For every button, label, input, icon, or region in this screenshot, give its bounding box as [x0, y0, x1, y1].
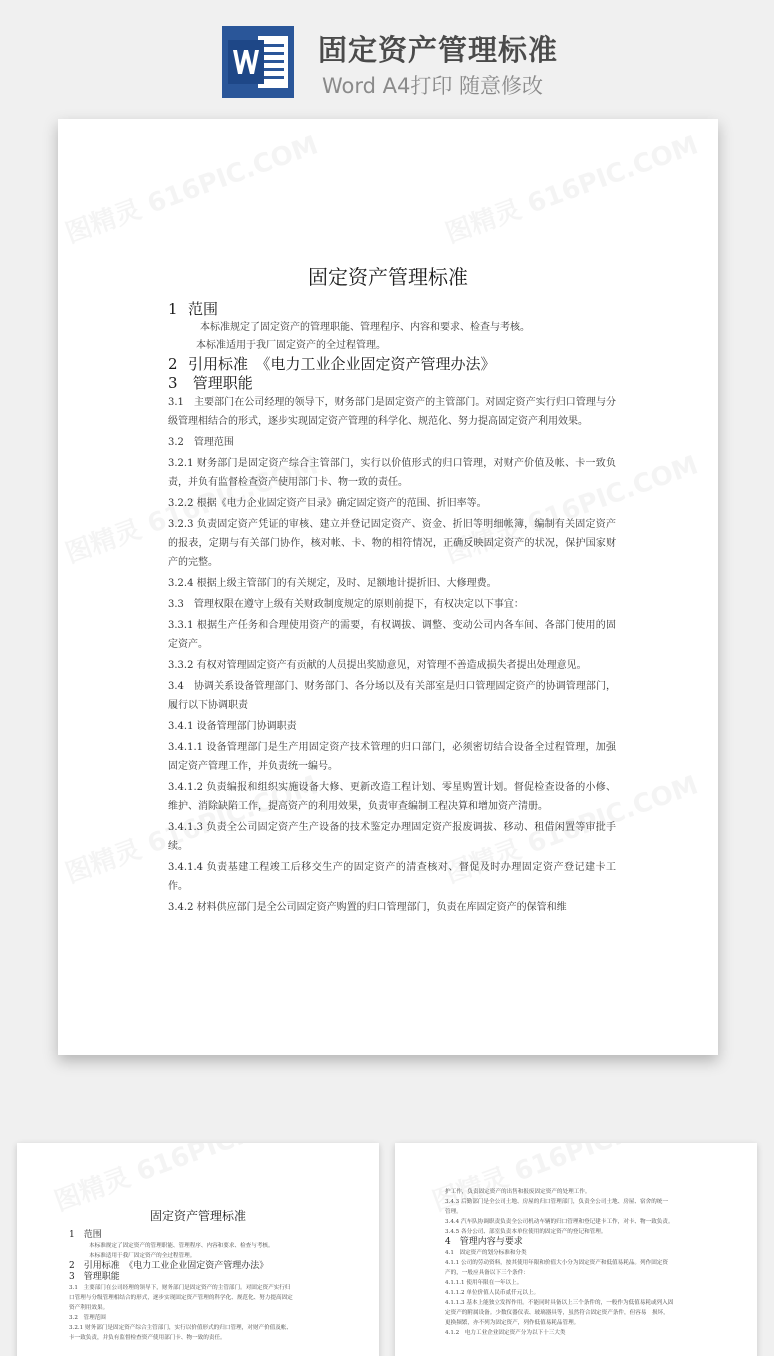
paragraph: 本标准规定了固定资产的管理职能、管理程序、内容和要求、检查与考核。	[89, 1243, 274, 1249]
paragraph: 管理。	[445, 1209, 462, 1215]
watermark	[440, 125, 703, 251]
thumbnail-body	[69, 1230, 351, 1343]
paragraph: 3.4.1.3 负责全公司固定资产生产设备的技术鉴定办理固定资产报废调拔、移动、租借闲置等审批手续。	[168, 822, 616, 852]
section-heading	[168, 300, 616, 319]
paragraph: 4.1.1.3 基本上能独立发挥作用。不能同时具备以上三个条件的，一般作为低值易耗或列入固	[445, 1300, 674, 1306]
paragraph: 4.1 固定资产的划分标准和分类	[445, 1250, 527, 1256]
section-heading: 2 引用标准 《电力工业企业固定资产管理办法》	[69, 1261, 269, 1271]
paragraph: 3.4.5 各分公司、部室负责本单位使用的固定资产的登记和管理。	[445, 1229, 607, 1235]
paragraph: 本标准规定了固定资产的管理职能、管理程序、内容和要求、检查与考核。	[200, 322, 530, 333]
paragraph: 3.2.2 根据《电力企业固定资产目录》确定固定资产的范围、折旧率等。	[168, 498, 487, 509]
page-thumbnail-1	[17, 1143, 379, 1356]
section-number: 3	[168, 374, 178, 392]
section-heading-text: 引用标准 《电力工业企业固定资产管理办法》	[188, 355, 496, 373]
paragraph: 产的，一般应具备以下三个条件：	[445, 1270, 529, 1276]
paragraph: 4.1.1 公司的劳动资料，按其使用年限和价值大小分为固定资产和低值易耗品。列作固定资	[445, 1260, 668, 1266]
paragraph: 本标准适用于我厂固定资产的全过程管理。	[196, 340, 386, 351]
document-page	[58, 119, 718, 1055]
thumbnail-body	[445, 1187, 709, 1338]
paragraph: 口管理与分级管理相结合的形式，逐步实现固定资产管理的科学化、规范化、努力提高固定	[69, 1295, 293, 1301]
paragraph: 3.2.1 财务部门是固定资产综合主管部门，实行以价值形式的归口管理，对财产价值及帐、卡一致负责，并负有监督检查资产使用部门卡、物一致的责任。	[168, 458, 616, 488]
paragraph: 3.2 管理范围	[69, 1315, 106, 1321]
paragraph: 3.1 主要部门在公司经理的领导下，财务部门是固定资产的主管部门。对固定资产实行归	[69, 1285, 291, 1291]
paragraph: 3.3 管理权限在遵守上级有关财政制度规定的原则前提下，有权决定以下事宜：	[168, 599, 524, 610]
section-heading-text: 范围	[188, 300, 219, 318]
section-number: 2	[168, 355, 178, 373]
paragraph: 3.4.2 材料供应部门是全公司固定资产购置的归口管理部门，负责在库固定资产的保管和维	[168, 902, 567, 913]
paragraph: 3.2.3 负责固定资产凭证的审核、建立并登记固定资产、资金、折旧等明细帐簿，编制有关固定资产的报表，定期与有关部门协作，核对帐、卡、物的相符情况，正确反映固定资产的状况，保护国家财产的完整。	[168, 519, 616, 568]
paragraph: 3.4.3 后勤部门是全公司土地、房屋的归口管理部门，负责全公司土地、房屋、宿舍的统一	[445, 1199, 668, 1205]
paragraph: 3.3.1 根据生产任务和合理使用资产的需要，有权调拔、调整、变动公司内各车间、各部门使用的固定资产。	[168, 620, 616, 650]
section-heading	[168, 374, 616, 393]
header	[0, 0, 774, 112]
header-title: 固定资产管理标准	[318, 33, 559, 67]
paragraph: 3.4.1.1 设备管理部门是生产用固定资产技术管理的归口部门，必须密切结合设备全过程管理，加强固定资产管理工作，并负责统一编号。	[168, 742, 616, 772]
page-thumbnail-2	[395, 1143, 757, 1356]
section-heading-text: 管理职能	[188, 374, 253, 392]
document-title: 固定资产管理标准	[308, 265, 468, 289]
document-body	[168, 300, 616, 919]
paragraph: 3.4 协调关系设备管理部门、财务部门、各分场以及有关部室是归口管理固定资产的协调管理部门，履行以下协调职责	[168, 681, 616, 711]
paragraph: 4.1.1.2 单位价值人民币贰仟元以上。	[445, 1290, 540, 1296]
paragraph: 4.1.2 电力工业企业固定资产分为以下十三大类	[445, 1330, 566, 1336]
paragraph: 3.2 管理范围	[168, 437, 234, 448]
paragraph: 卡一致负责，并负有监督检查资产使用部门卡、物一致的责任。	[69, 1335, 226, 1341]
paragraph: 3.2.4 根据上级主管部门的有关规定，及时、足额地计提折旧、大修理费。	[168, 578, 497, 589]
paragraph: 护工作，负责固定资产的出售和报废固定资产的处理工作。	[445, 1189, 591, 1195]
section-heading	[168, 355, 616, 374]
paragraph: 3.4.1 设备管理部门协调职责	[168, 721, 297, 732]
word-doc-icon	[222, 26, 294, 98]
header-subtitle: Word A4打印 随意修改	[322, 74, 544, 98]
paragraph: 3.4.4 汽车队协调职责负责全公司机动车辆的归口管理和登记建卡工作，对卡、物一致负责。	[445, 1219, 674, 1225]
paragraph: 3.4.1.4 负责基建工程竣工后移交生产的固定资产的清查核对、督促及时办理固定资产登记建卡工作。	[168, 862, 616, 892]
section-heading: 1 范围	[69, 1230, 102, 1240]
section-heading: 3 管理职能	[69, 1272, 120, 1282]
paragraph: 3.3.2 有权对管理固定资产有贡献的人员提出奖励意见，对管理不善造成损失者提出处理意见。	[168, 660, 587, 671]
section-heading: 4 管理内容与要求	[445, 1237, 523, 1247]
paragraph: 3.4.1.2 负责编报和组织实施设备大修、更新改造工程计划、零星购置计划。督促检查设备的小修、维护、消除缺陷工作，提高资产的利用效果，负责审查编制工程决算和增加资产清册。	[168, 782, 616, 812]
section-number: 1	[168, 300, 178, 318]
paragraph: 3.1 主要部门在公司经理的领导下，财务部门是固定资产的主管部门。对固定资产实行归口管理与分级管理相结合的形式，逐步实现固定资产管理的科学化、规范化、努力提高固定资产利用效果。	[168, 397, 616, 427]
thumbnail-title: 固定资产管理标准	[149, 1209, 246, 1223]
paragraph: 4.1.1.1 使用年限在一年以上。	[445, 1280, 523, 1286]
paragraph: 更换频繁，亦不列为固定资产，列作低值易耗品管理。	[445, 1320, 580, 1326]
watermark	[60, 125, 323, 251]
paragraph: 3.2.1 财务部门是固定资产综合主管部门，实行以价值形式的归口管理，对财产价值及帐、	[69, 1325, 292, 1331]
paragraph: 资产利用效果。	[69, 1305, 109, 1311]
paragraph: 定资产的附属设备。少数仪器仪表、玻璃器具等，虽然符合固定资产条件，但容易 损坏，	[445, 1310, 669, 1316]
paragraph: 本标准适用于我厂固定资产的全过程管理。	[89, 1253, 196, 1259]
